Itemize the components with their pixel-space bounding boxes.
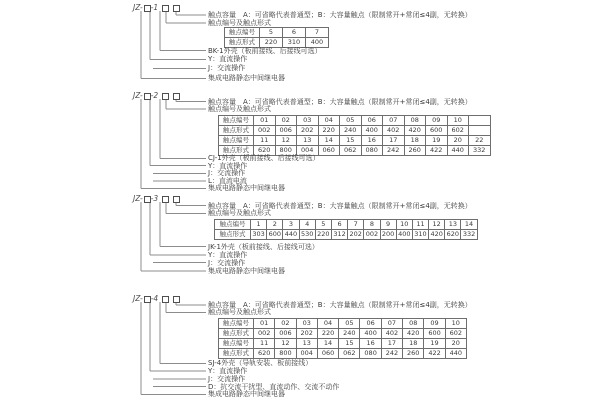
table-cell: 19 [426,136,448,146]
table-cell: 422 [424,349,445,359]
table-cell: 01 [254,319,275,329]
contact-code-box [162,5,169,12]
table-cell: 312 [333,230,346,238]
table-cell: 04 [318,116,340,126]
table-cell: 22 [469,136,491,146]
table-row-label: 触点编号 [215,220,251,230]
table-cell: 006 [275,329,296,339]
table-cell: 07 [383,116,405,126]
table-cell: 060 [318,146,340,156]
contact-capacity-box [173,296,180,303]
contact-capacity-box [173,93,180,100]
table-cell: 04 [317,319,338,329]
table-cell: 060 [317,349,338,359]
table-cell: 17 [381,339,402,349]
table-cell: 14 [318,136,340,146]
table-cell: 15 [340,136,362,146]
contact-table [224,27,329,48]
table-row-label: 触点形式 [225,38,260,48]
model-code [133,194,180,203]
label-ac-operation: J：交流操作 [208,259,246,267]
label-dc-operation: Y：直流操作 [208,251,248,259]
model-prefix: JZ- [133,194,143,203]
table-cell: 602 [445,329,466,339]
table-cell: 16 [360,339,381,349]
label-dc-current: L：直流电流 [208,177,247,185]
contact-table [218,318,467,359]
table-cell: 530 [300,230,314,238]
table-cell: 240 [340,126,362,136]
table-row-label: 触点形式 [219,126,254,136]
table-cell: 7 [348,220,364,230]
label-contact-capacity: 触点容量 A：可省略代表普通型；B：大容量触点（限制常开+常闭≤4副，无转换） [208,98,472,106]
table-cell: 440 [447,146,469,156]
table-cell: 08 [403,319,424,329]
label-relay-name: 集成电路静态中间继电器 [208,184,285,192]
table-cell: 18 [403,339,424,349]
operation-type-box [144,296,151,303]
model-separator: - [150,91,154,100]
table-cell: 03 [297,116,319,126]
table-cell: 05 [339,319,360,329]
table-row-label: 触点编号 [219,339,254,349]
table-cell: 002 [254,126,276,136]
table-cell: 9 [380,220,396,230]
model-code [133,294,180,303]
table-cell: 19 [424,339,445,349]
table-cell [469,116,491,126]
operation-type-box [144,5,151,12]
table-cell: 12 [275,136,297,146]
model-prefix: JZ- [133,3,143,12]
label-ac-operation: J：交流操作 [208,169,246,177]
table-cell: 202 [296,329,317,339]
table-row-label: 触点形式 [215,230,251,240]
table-cell: 422 [426,146,448,156]
table-cell: 15 [339,339,360,349]
table-cell: 332 [462,230,476,238]
table-cell: 13 [296,339,317,349]
table-cell: 11 [254,339,275,349]
table-cell: 332 [469,146,491,156]
label-case-type: BK-1外壳（板前接线、后接线可选） [208,47,322,55]
table-cell: 006 [275,126,297,136]
label-ac-operation: J：交流操作 [208,375,246,383]
label-contact-code: 触点编号及触点形式 [208,209,271,217]
table-row-label: 触点编号 [225,28,260,38]
table-cell: 620 [254,146,276,156]
label-contact-capacity: 触点容量 A：可省略代表普通型；B：大容量触点（限制常开+常闭≤4副，无转换） [208,301,472,309]
table-cell: 200 [381,230,395,238]
model-digit: 1 [153,3,159,12]
table-cell: 062 [340,146,362,156]
table-cell: 600 [268,230,281,238]
table-row-label: 触点形式 [219,146,254,156]
table-row-label: 触点形式 [219,329,254,339]
contact-table [214,219,478,240]
table-cell: 420 [404,126,426,136]
table-cell: 10 [396,220,412,230]
table-cell: 402 [381,329,402,339]
model-code [133,91,180,100]
table-cell: 600 [426,126,448,136]
table-cell: 14 [317,339,338,349]
table-cell: 310 [414,230,427,238]
contact-table [218,115,491,156]
label-ac-operation: J：交流操作 [208,64,246,72]
table-cell: 11 [254,136,276,146]
label-anti-ac-interference: D：抗交流干扰型、直流动作、交流不动作 [208,383,340,391]
table-cell: 620 [254,349,275,359]
table-cell: 18 [404,136,426,146]
table-cell: 13 [297,136,319,146]
table-cell: 400 [361,126,383,136]
model-digit: 2 [153,91,159,100]
table-cell: 202 [297,126,319,136]
table-cell: 20 [445,339,466,349]
table-cell: 07 [381,319,402,329]
table-cell: 06 [361,116,383,126]
table-cell: 01 [254,116,276,126]
table-cell: 5 [315,220,331,230]
table-cell: 09 [426,116,448,126]
table-cell: 260 [404,146,426,156]
table-cell: 303 [252,230,265,238]
table-cell: 02 [275,319,296,329]
table-cell: 8 [364,220,380,230]
table-cell: 602 [447,126,469,136]
table-cell: 05 [340,116,362,126]
label-case-type: JK-1外壳（板前接线、后接线可选） [208,243,319,251]
model-digit: 3 [153,194,159,203]
label-relay-name: 集成电路静态中间继电器 [208,74,285,82]
table-cell: 800 [275,146,297,156]
table-cell: 11 [412,220,428,230]
table-cell: 10 [445,319,466,329]
label-case-type: CJ-1外壳（板前接线、后接线可选） [208,154,320,162]
label-dc-operation: Y：直流操作 [208,55,248,63]
table-cell: 004 [296,349,317,359]
label-contact-capacity: 触点容量 A：可省略代表普通型；B：大容量触点（限制常开+常闭≤4副，无转换） [208,11,472,19]
model-separator: - [150,294,154,303]
table-cell: 400 [306,38,329,48]
label-contact-code: 触点编号及触点形式 [208,308,271,316]
table-cell: 220 [317,329,338,339]
table-cell: 06 [360,319,381,329]
contact-code-box [162,296,169,303]
table-cell: 440 [445,349,466,359]
contact-capacity-box [173,196,180,203]
table-cell: 5 [260,28,283,38]
table-cell: 260 [403,349,424,359]
table-cell: 6 [331,220,347,230]
table-cell: 440 [284,230,298,238]
table-cell: 1 [251,220,267,230]
table-cell: 080 [360,349,381,359]
table-cell: 16 [361,136,383,146]
label-dc-operation: Y：直流操作 [208,162,248,170]
table-cell: 240 [339,329,360,339]
table-cell: 400 [398,230,411,238]
table-row-label: 触点编号 [219,136,254,146]
table-cell: 420 [403,329,424,339]
contact-code-box [162,196,169,203]
operation-type-box [144,93,151,100]
table-cell: 2 [267,220,283,230]
table-cell: 220 [260,38,283,48]
table-cell: 10 [447,116,469,126]
table-cell: 620 [446,230,460,238]
table-cell: 220 [317,230,330,238]
table-row-label: 触点编号 [219,116,254,126]
table-cell: 03 [296,319,317,329]
model-digit: 4 [153,294,159,303]
table-cell: 220 [318,126,340,136]
contact-code-box [162,93,169,100]
table-cell: 242 [381,349,402,359]
model-separator: - [150,194,154,203]
label-contact-capacity: 触点容量 A：可省略代表普通型；B：大容量触点（限制常开+常闭≤4副，无转换） [208,202,472,210]
table-cell: 600 [424,329,445,339]
table-cell: 14 [461,220,477,230]
table-row-label: 触点编号 [219,319,254,329]
table-cell: 13 [445,220,461,230]
operation-type-box [144,196,151,203]
table-row-label: 触点形式 [219,349,254,359]
table-cell: 402 [383,126,405,136]
model-prefix: JZ- [133,91,143,100]
table-cell [469,126,491,136]
table-cell: 062 [339,349,360,359]
model-separator: - [150,3,154,12]
table-cell: 08 [404,116,426,126]
table-cell: 420 [430,230,443,238]
table-cell: 3 [283,220,299,230]
label-relay-name: 集成电路静态中间继电器 [208,390,285,398]
label-contact-code: 触点编号及触点形式 [208,105,271,113]
table-cell: 310 [283,38,306,48]
table-cell: 800 [275,349,296,359]
model-prefix: JZ- [133,294,143,303]
table-cell: 080 [361,146,383,156]
label-relay-name: 集成电路静态中间继电器 [208,267,285,275]
table-cell: 400 [360,329,381,339]
table-cell: 002 [254,329,275,339]
table-cell: 17 [383,136,405,146]
table-cell: 09 [424,319,445,329]
table-cell: 12 [275,339,296,349]
label-dc-operation: Y：直流操作 [208,367,248,375]
table-cell: 004 [297,146,319,156]
table-cell: 12 [429,220,445,230]
contact-capacity-box [173,5,180,12]
label-contact-code: 触点编号及触点形式 [208,19,271,27]
table-cell: 202 [349,230,362,238]
table-cell: 002 [365,230,379,238]
table-cell: 02 [275,116,297,126]
label-case-type: SJ-4外壳（导轨安装、板前接线） [208,359,313,367]
table-cell: 6 [283,28,306,38]
table-cell: 242 [383,146,405,156]
table-cell: 20 [447,136,469,146]
table-cell: 4 [299,220,315,230]
table-cell: 7 [306,28,329,38]
model-code [133,3,180,12]
